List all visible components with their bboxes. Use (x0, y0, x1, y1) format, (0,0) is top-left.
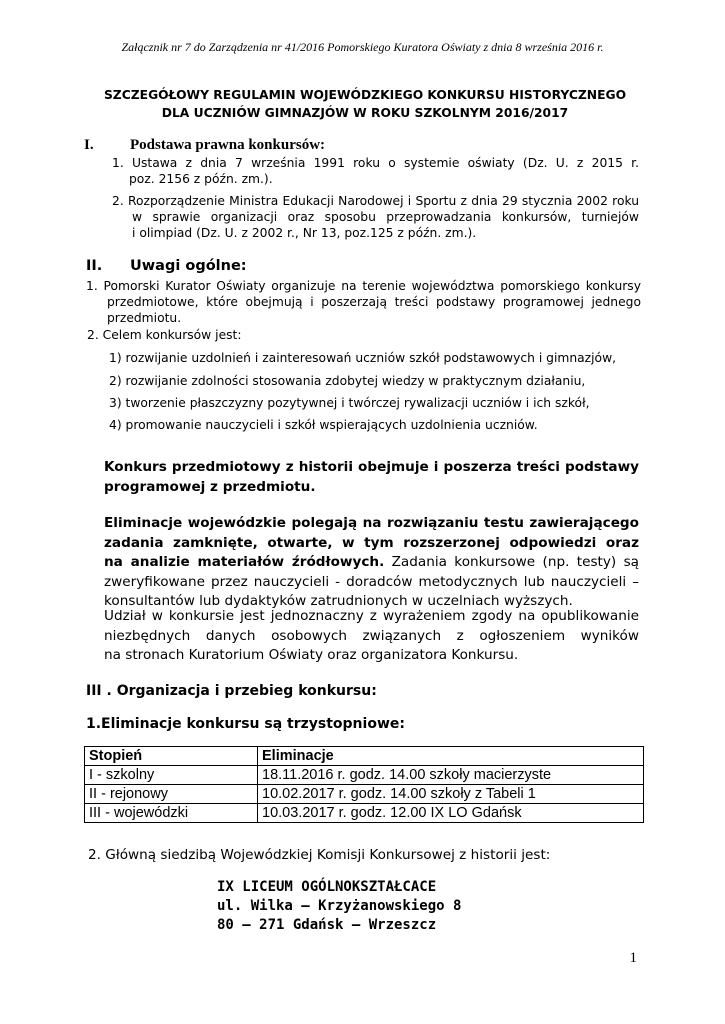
table-header-cell: Stopień (85, 747, 258, 766)
elimination-paragraph (104, 514, 639, 612)
page-number: 1 (629, 950, 637, 966)
address-line-2: ul. Wilka – Krzyżanowskiego 8 (217, 898, 462, 914)
table-cell: 18.11.2016 r. godz. 14.00 szkoły macierzyste (258, 766, 644, 785)
table-cell: II - rejonowy (85, 785, 258, 804)
goal-item: 4) promowanie nauczycieli i szkół wspierających uzdolnienia uczniów. (109, 418, 538, 432)
scope-paragraph (104, 458, 639, 497)
eliminations-table (84, 746, 644, 823)
section-3-heading: III . Organizacja i przebieg konkursu: (86, 683, 377, 699)
table-cell: III - wojewódzki (85, 804, 258, 823)
consent-line-3: na stronach Kuratorium Oświaty oraz organizatora Konkursu. (104, 647, 519, 663)
title-line-2: DLA UCZNIÓW GIMNAZJÓW W ROKU SZKOLNYM 2016/2017 (161, 106, 569, 120)
table-cell: 10.02.2017 r. godz. 14.00 szkoły z Tabeli 1 (258, 785, 644, 804)
legal-basis-item-2: 2. Rozporządzenie Ministra Edukacji Narodowej i Sportu z dnia 29 stycznia 2002 roku (112, 194, 639, 208)
goal-item: 3) tworzenie płaszczyzny pozytywnej i twórczej rywalizacji uczniów i ich szkół, (109, 396, 590, 410)
eliminations-subheading: 1.Eliminacje konkursu są trzystopniowe: (86, 716, 405, 732)
goal-item: 2) rozwijanie zdolności stosowania zdobytej wiedzy w praktycznym działaniu, (109, 374, 586, 388)
table-header-cell: Eliminacje (258, 747, 644, 766)
remark-1-cont-2: przedmiotu. (107, 311, 182, 325)
document-title (60, 86, 670, 122)
headquarters-intro: 2. Główną siedzibą Wojewódzkiej Komisji Konkursowej z historii jest: (88, 847, 551, 863)
scope-line-1: Konkurs przedmiotowy z historii obejmuje i poszerza treści podstawy (104, 459, 639, 475)
elim-line-4: zweryfikowane przez nauczycieli - doradców metodycznych lub nauczycieli – (104, 573, 639, 590)
legal-basis-item-2-cont-1: w sprawie organizacji oraz sposobu przeprowadzania konkursów, turniejów (132, 210, 639, 224)
section-1-heading: Podstawa prawna konkursów: (130, 137, 326, 153)
elim-line-3-bold: na analizie materiałów źródłowych. (104, 554, 385, 570)
section-2-numeral: II. (86, 258, 103, 274)
title-line-1: SZCZEGÓŁOWY REGULAMIN WOJEWÓDZKIEGO KONKURSU HISTORYCZNEGO (103, 88, 627, 102)
table-row (85, 785, 644, 804)
legal-basis-item-1: 1. Ustawa z dnia 7 września 1991 roku o systemie oświaty (Dz. U. z 2015 r. (112, 156, 639, 170)
remark-1: 1. Pomorski Kurator Oświaty organizuje na terenie województwa pomorskiego konkursy (86, 279, 641, 293)
section-1-numeral: I. (84, 137, 94, 153)
consent-line-2: niezbędnych danych osobowych związanych z ogłoszeniem wyników (104, 627, 639, 644)
consent-line-1: Udział w konkursie jest jednoznaczny z wyrażeniem zgody na opublikowanie (104, 608, 639, 624)
section-2-heading: Uwagi ogólne: (130, 258, 247, 274)
address-line-1: IX LICEUM OGÓLNOKSZTAŁCACE (217, 879, 437, 895)
elim-line-3-rest: Zadania konkursowe (np. testy) są (384, 554, 639, 570)
address-block (217, 878, 461, 935)
table-cell: I - szkolny (85, 766, 258, 785)
table-header-row (85, 747, 644, 766)
elim-line-5: konsultantów lub dydaktyków zatrudnionych w uczelniach wyższych. (104, 593, 573, 609)
goal-item: 1) rozwijanie uzdolnień i zainteresowań uczniów szkół podstawowych i gimnazjów, (109, 351, 617, 365)
elim-line-1: Eliminacje wojewódzkie polegają na rozwiązaniu testu zawierającego (104, 515, 639, 531)
consent-paragraph (104, 607, 639, 666)
legal-basis-item-2-cont-2: i olimpiad (Dz. U. z 2002 r., Nr 13, poz.125 z późn. zm.). (132, 226, 477, 240)
scope-line-2: programowej z przedmiotu. (104, 478, 316, 495)
table-row (85, 766, 644, 785)
table-row (85, 804, 644, 823)
address-line-3: 80 – 271 Gdańsk – Wrzeszcz (217, 917, 437, 933)
elim-line-3 (104, 553, 639, 573)
remark-2: 2. Celem konkursów jest: (87, 328, 242, 342)
document-header: Załącznik nr 7 do Zarządzenia nr 41/2016 Pomorskiego Kuratora Oświaty z dnia 8 września 2016 r. (121, 40, 604, 54)
remark-1-cont-1: przedmiotowe, które obejmują i poszerzają treści podstawy programowej jednego (107, 295, 641, 309)
legal-basis-item-1-cont: poz. 2156 z późn. zm.). (129, 172, 273, 186)
elim-line-2: zadania zamknięte, otwarte, w tym rozszerzonej odpowiedzi oraz (104, 534, 639, 551)
table-cell: 10.03.2017 r. godz. 12.00 IX LO Gdańsk (258, 804, 644, 823)
